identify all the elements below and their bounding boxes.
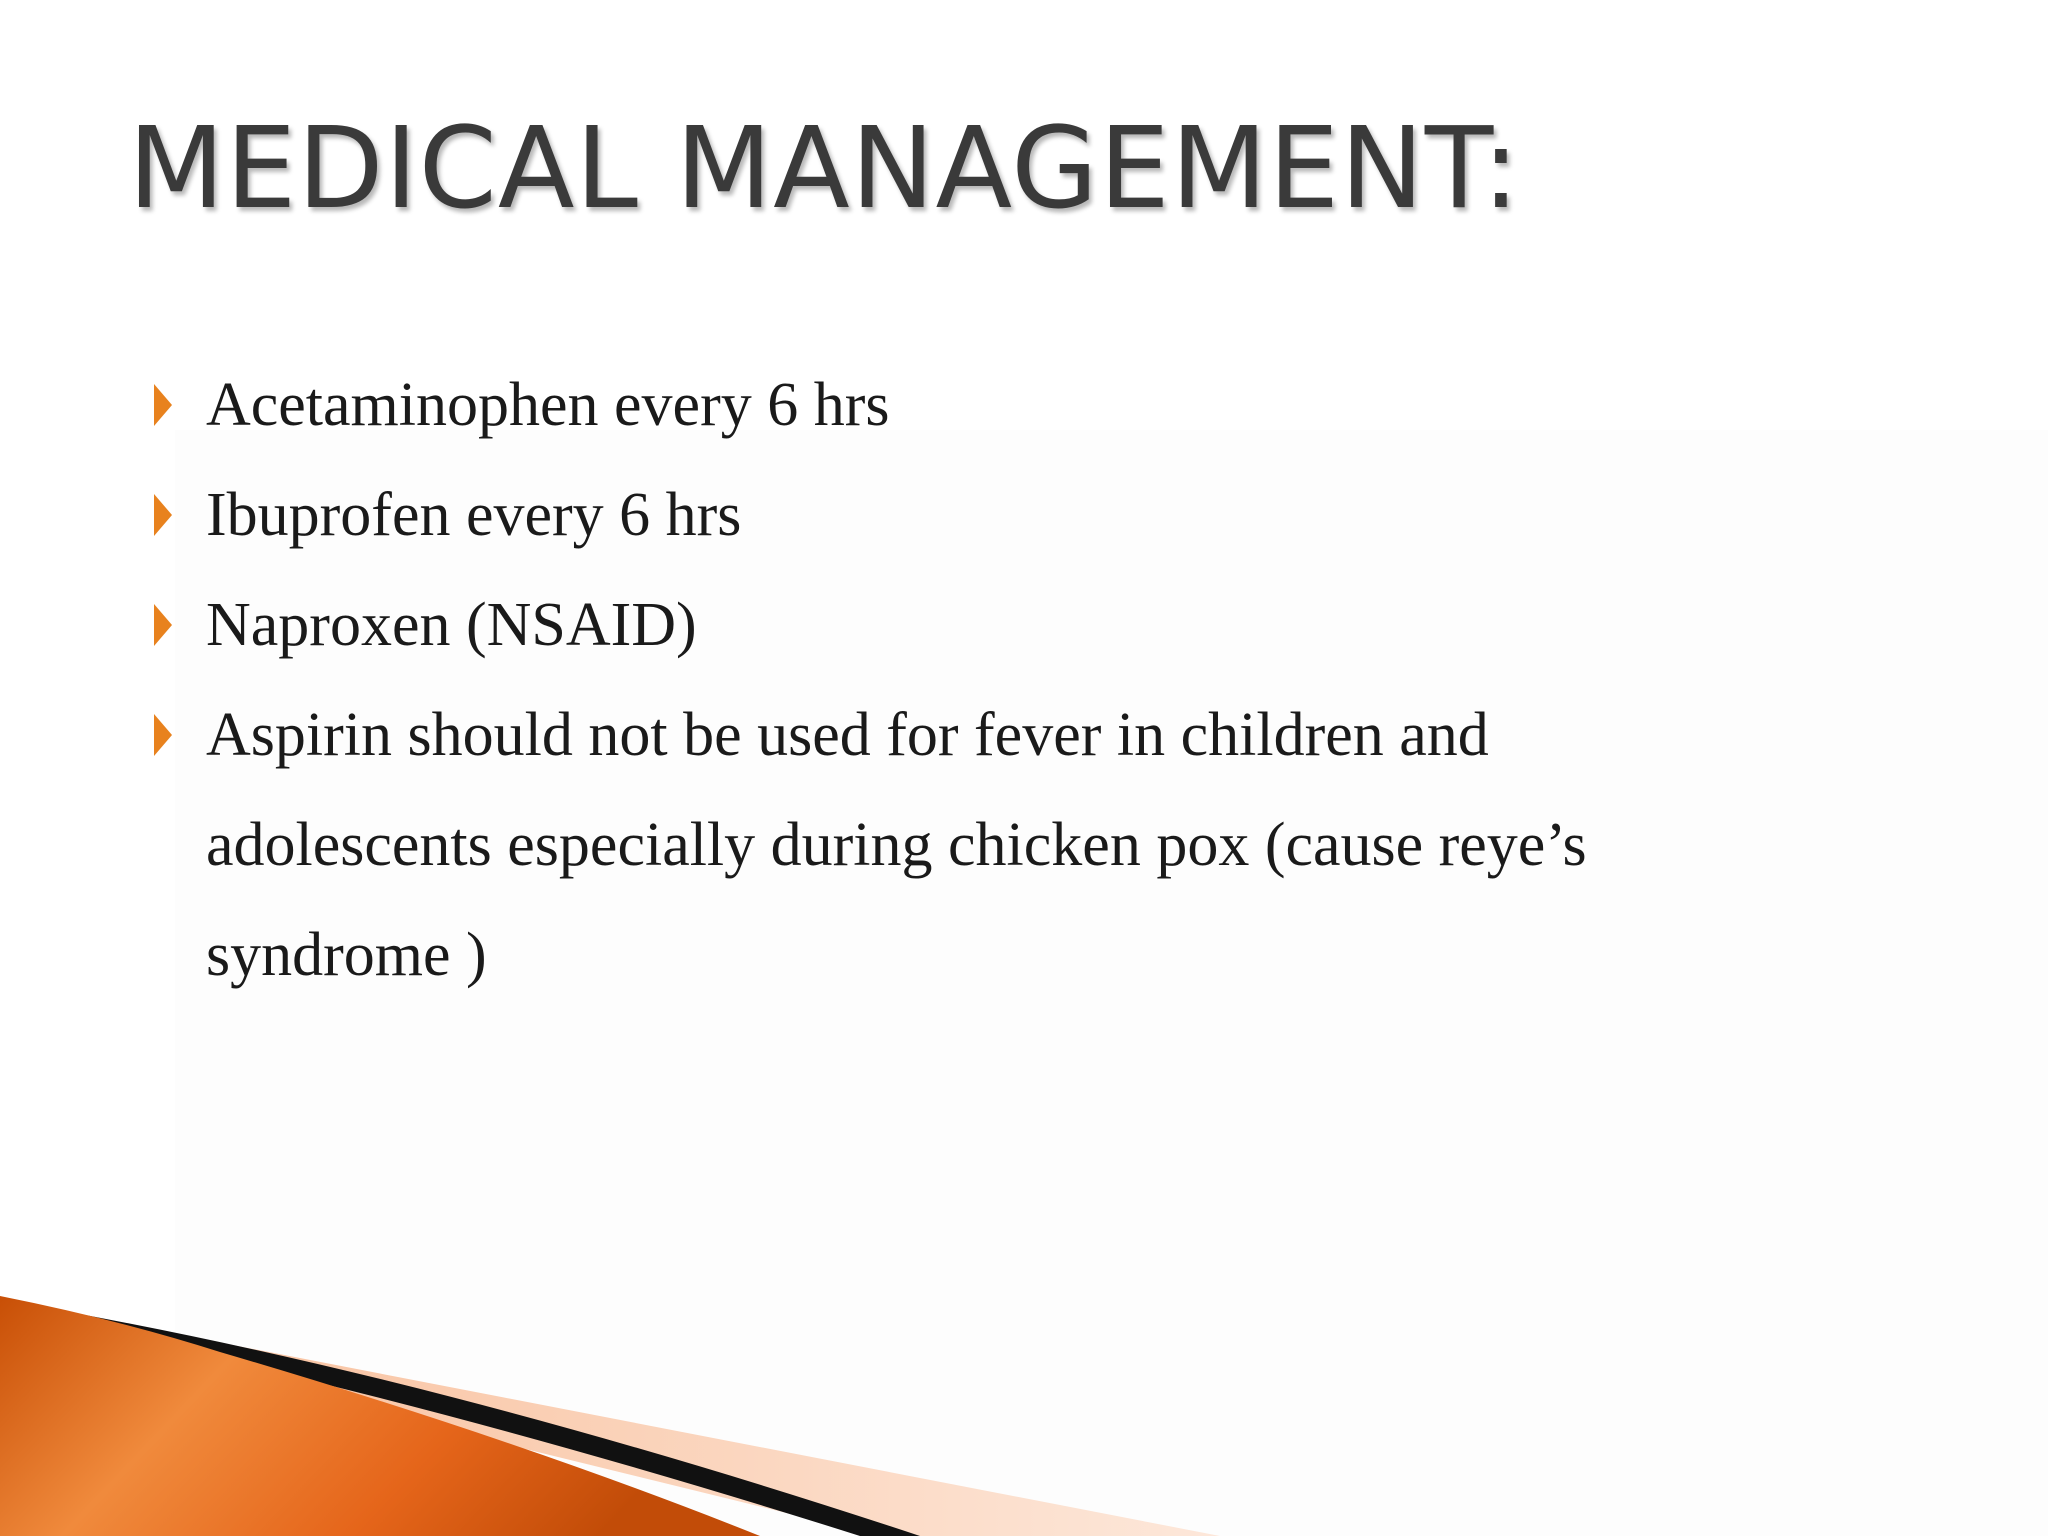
orange-wedge [0,1296,760,1536]
slide-title: MEDICAL MANAGEMENT: [128,104,1521,234]
bullet-text: Ibuprofen every 6 hrs [206,481,742,549]
bullet-text: Aspirin should not be used for fever in children and adolescents especially during chicken pox (cause reye’s syndrome ) [206,701,1587,989]
bullet-text: Naproxen (NSAID) [206,591,697,659]
bullet-text: Acetaminophen every 6 hrs [206,371,890,439]
